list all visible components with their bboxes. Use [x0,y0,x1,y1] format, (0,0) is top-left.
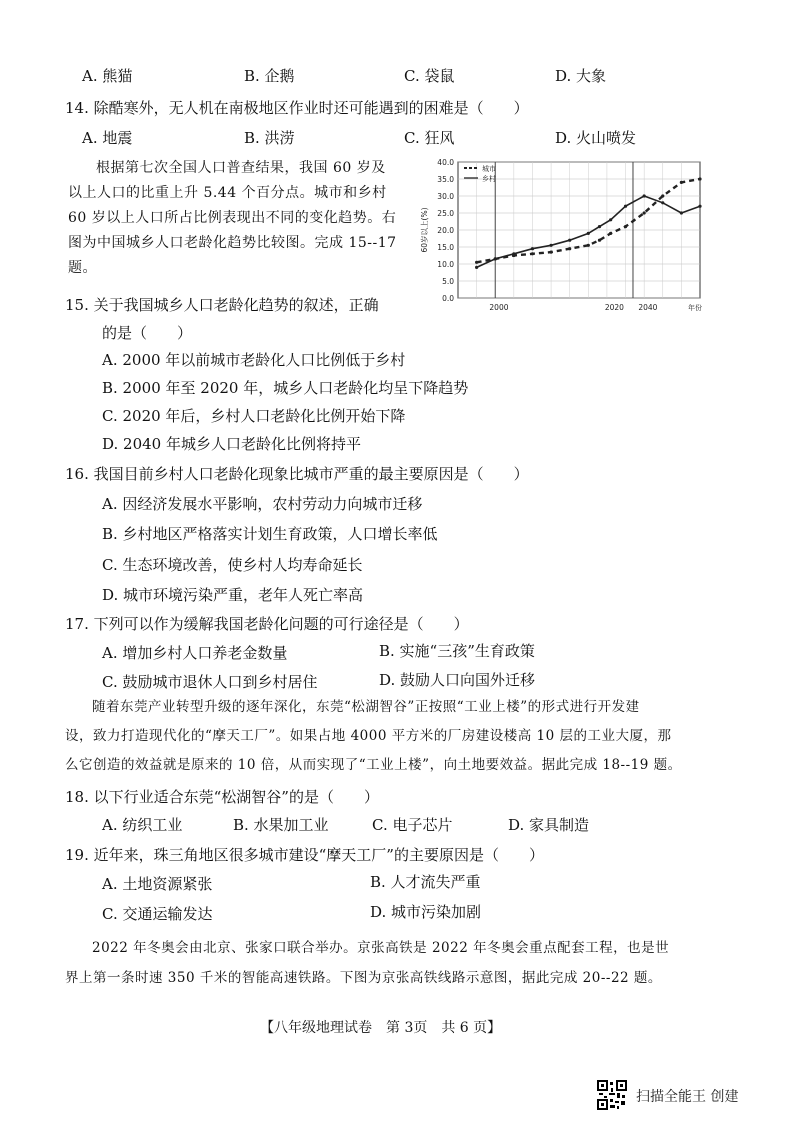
y-tick-label: 40.0 [437,158,454,167]
x-axis-label: 年份 [688,304,702,312]
q14-option-c: C. 狂风 [404,129,455,147]
legend-label-urban: 城市 [482,165,496,173]
passage-factory-line-3: 么它创造的效益就是原来的 10 倍，从而实现了“工业上楼”，向土地要效益。据此完成 18--19 题。 [65,757,682,773]
q13-option-d: D. 大象 [555,67,607,85]
data-point-rural [598,225,601,228]
q15-stem-1: 15. 关于我国城乡人口老龄化趋势的叙述，正确 [65,296,379,314]
data-point-urban [475,261,478,264]
data-point-rural [512,252,515,255]
legend-label-rural: 乡村 [482,175,496,183]
q17-option-b: B. 实施“三孩”生育政策 [379,642,535,660]
data-point-urban [698,177,701,180]
q15-stem-2: 的是（ ） [102,324,193,342]
data-point-rural [661,201,664,204]
data-point-urban [549,251,552,254]
data-point-urban [680,181,683,184]
y-tick-label: 10.0 [437,260,454,269]
q17-option-a: A. 增加乡村人口养老金数量 [102,644,288,662]
data-point-urban [661,194,664,197]
y-tick-label: 0.0 [442,294,454,303]
passage-aging-line-5: 题。 [68,260,97,276]
data-point-urban [624,225,627,228]
data-point-rural [531,247,534,250]
x-tick-label: 2040 [638,303,658,312]
q13-option-a: A. 熊猫 [82,67,133,85]
q18-stem: 18. 以下行业适合东莞“松湖智谷”的是（ ） [65,788,379,806]
data-point-rural [549,244,552,247]
q17-stem: 17. 下列可以作为缓解我国老龄化问题的可行途径是（ ） [65,615,469,633]
q17-option-c: C. 鼓励城市退休人口到乡村居住 [102,673,318,691]
q16-option-b: B. 乡村地区严格落实计划生育政策，人口增长率低 [102,525,438,543]
data-point-rural [624,205,627,208]
y-axis-label: 60岁以上(%) [420,207,429,253]
q19-option-c: C. 交通运输发达 [102,905,213,923]
q13-option-b: B. 企鹅 [244,67,295,85]
data-point-rural [698,205,701,208]
q15-option-d: D. 2040 年城乡人口老龄化比例将持平 [102,435,361,453]
passage-aging-line-1: 根据第七次全国人口普查结果，我国 60 岁及 [96,160,386,176]
passage-railway-line-2: 界上第一条时速 350 千米的智能高速铁路。下图为京张高铁线路示意图，据此完成 20--22 题。 [65,970,662,986]
aging-trend-chart [418,150,708,326]
y-tick-label: 15.0 [437,243,454,252]
q16-option-a: A. 因经济发展水平影响，农村劳动力向城市迁移 [102,495,423,513]
passage-railway [65,933,755,993]
q18-option-c: C. 电子芯片 [372,816,453,834]
data-point-urban [531,252,534,255]
q13-option-c: C. 袋鼠 [404,67,455,85]
q16-option-d: D. 城市环境污染严重，老年人死亡率高 [102,586,364,604]
data-point-rural [643,194,646,197]
q14-option-d: D. 火山喷发 [555,129,637,147]
data-point-rural [609,218,612,221]
data-point-urban [609,232,612,235]
q19-stem: 19. 近年来，珠三角地区很多城市建设“摩天工厂”的主要原因是（ ） [65,846,544,864]
q19-option-a: A. 土地资源紧张 [102,875,213,893]
q14-option-a: A. 地震 [82,129,133,147]
q14-option-b: B. 洪涝 [244,129,295,147]
q15-option-b: B. 2000 年至 2020 年，城乡人口老龄化均呈下降趋势 [102,379,469,397]
q16-stem: 16. 我国目前乡村人口老龄化现象比城市严重的最主要原因是（ ） [65,465,529,483]
q15-option-c: C. 2020 年后，乡村人口老龄化比例开始下降 [102,407,406,425]
passage-aging-line-4: 图为中国城乡人口老龄化趋势比较图。完成 15--17 [68,235,397,251]
data-point-rural [587,232,590,235]
q15-option-a: A. 2000 年以前城市老龄化人口比例低于乡村 [102,351,406,369]
x-tick-label: 2020 [604,303,624,312]
passage-factory-line-1: 随着东莞产业转型升级的逐年深化，东莞“松湖智谷”正按照“工业上楼”的形式进行开发建 [92,699,640,715]
data-point-rural [568,239,571,242]
y-tick-label: 25.0 [437,209,454,218]
q17-option-d: D. 鼓励人口向国外迁移 [379,671,536,689]
q19-option-b: B. 人才流失严重 [370,873,481,891]
passage-aging-line-3: 60 岁以上人口所占比例表现出不同的变化趋势。右 [68,210,397,226]
y-tick-label: 35.0 [437,175,454,184]
q19-option-d: D. 城市污染加剧 [370,903,482,921]
x-tick-label: 2000 [489,303,509,312]
passage-factory [65,693,745,780]
q16-option-c: C. 生态环境改善，使乡村人均寿命延长 [102,556,363,574]
data-point-urban [587,244,590,247]
passage-railway-line-1: 2022 年冬奥会由北京、张家口联合举办。京张高铁是 2022 年冬奥会重点配套工程，也是世 [92,940,670,956]
passage-aging [68,156,413,281]
q14-stem: 14. 除酷寒外，无人机在南极地区作业时还可能遇到的困难是（ ） [65,99,529,117]
y-tick-label: 20.0 [437,226,454,235]
data-point-urban [568,247,571,250]
scanner-brand-label: 扫描全能王 创建 [636,1089,739,1105]
aging-chart-svg [418,150,708,322]
data-point-rural [475,266,478,269]
q18-option-d: D. 家具制造 [508,816,590,834]
data-point-rural [494,257,497,260]
q18-option-a: A. 纺织工业 [102,816,183,834]
y-tick-label: 30.0 [437,192,454,201]
data-point-rural [680,211,683,214]
passage-factory-line-2: 设，致力打造现代化的“摩天工厂”。如果占地 4000 平方米的厂房建设楼高 10 层的工业大厦，那 [65,728,672,744]
data-point-urban [643,211,646,214]
qr-code-icon [597,1080,627,1110]
passage-aging-line-2: 以上人口的比重上升 5.44 个百分点。城市和乡村 [68,185,387,201]
page-footer: 【八年级地理试卷 第 3页 共 6 页】 [260,1020,502,1036]
q18-option-b: B. 水果加工业 [233,816,329,834]
y-tick-label: 5.0 [442,277,454,286]
data-point-urban [598,239,601,242]
